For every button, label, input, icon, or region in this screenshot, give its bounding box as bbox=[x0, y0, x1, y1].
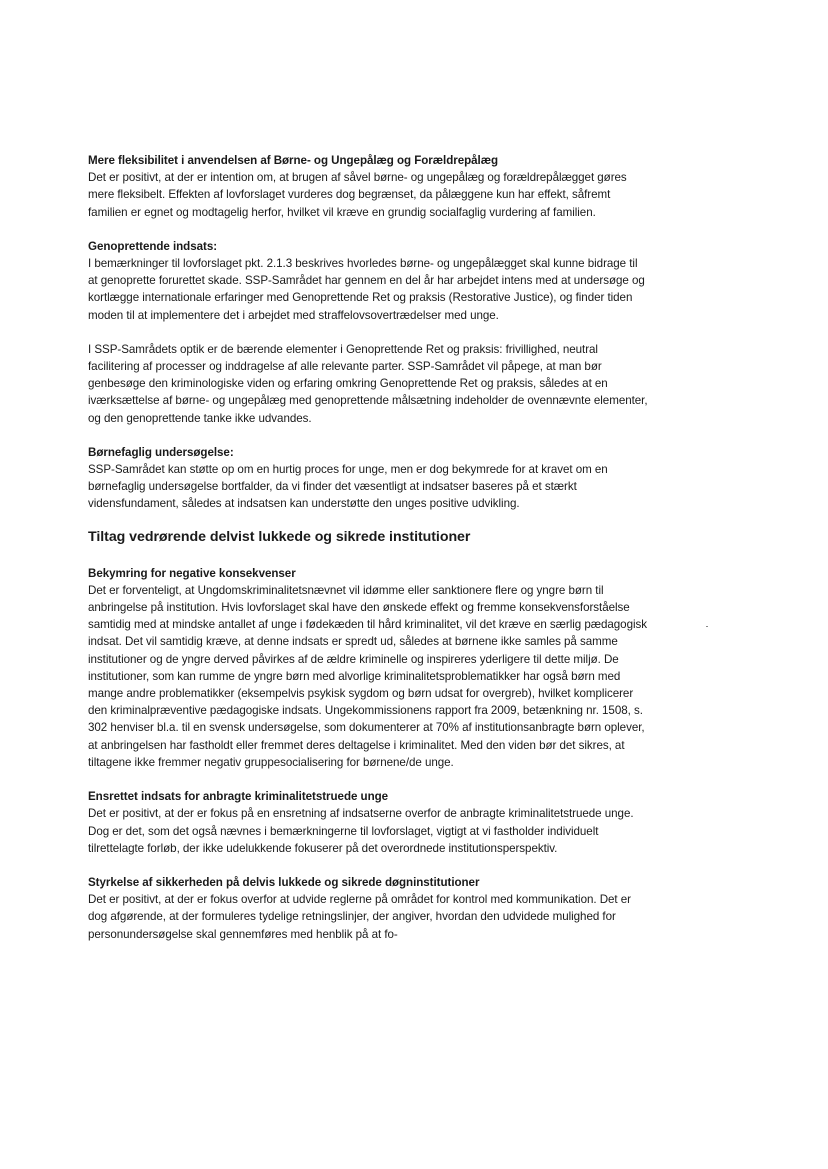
section-boernefaglig bbox=[88, 444, 648, 513]
section-styrkelse bbox=[88, 874, 648, 943]
section-heading: Styrkelse af sikkerheden på delvis lukkede og sikrede døgninstitutioner bbox=[88, 875, 480, 889]
section-bekymring bbox=[88, 565, 648, 771]
section-heading: Ensrettet indsats for anbragte kriminalitetstruede unge bbox=[88, 790, 389, 804]
section-heading: Bekymring for negative konsekvenser bbox=[88, 566, 296, 580]
section-genoprettende bbox=[88, 238, 648, 427]
paragraph: I SSP-Samrådets optik er de bærende elementer i Genoprettende Ret og praksis: frivillighed, neutral facilitering af processer og inddragelse af alle relevante parter. SSP-Samrådet vil påpege, at man bør genbesøge den kriminologiske viden og erfaring omkring Genoprettende Ret og praksis, således at en iværksættelse af børne- og ungepålæg med genoprettende målsætning indeholder de ovennævnte elementer, og den genoprettende tanke ikke udvandes. bbox=[88, 342, 648, 425]
section-fleksibilitet bbox=[88, 152, 648, 221]
section-heading: Mere fleksibilitet i anvendelsen af Børne- og Ungepålæg og Forældrepålæg bbox=[88, 154, 498, 167]
paragraph: SSP-Samrådet kan støtte op om en hurtig proces for unge, men er dog bekymrede for at kravet om en børnefaglig undersøgelse bortfalder, da vi finder det væsentligt at indsatser baseres på et stærkt vidensfundament, således at indsatsen kan understøtte den unges positive udvikling. bbox=[88, 463, 608, 511]
scan-artifact bbox=[706, 626, 708, 627]
paragraph: Det er positivt, at der er intention om, at brugen af såvel børne- og ungepålæg og forældrepålægget gøres mere fleksibelt. Effekten af lovforslaget vurderes dog begrænset, da pålæggene kun har effekt, såfremt familien er egnet og modtagelig herfor, hvilket vil kræve en grundig socialfaglig vurdering af familien. bbox=[88, 171, 627, 219]
section-ensrettet bbox=[88, 788, 648, 857]
major-heading: Tiltag vedrørende delvist lukkede og sikrede institutioner bbox=[88, 528, 471, 545]
paragraph: Det er forventeligt, at Ungdomskriminalitetsnævnet vil idømme eller sanktionere flere og yngre børn til anbringelse på institution. Hvis lovforslaget skal have den ønskede effekt og fremme konsekvensforståelse samtidig med at mindske antallet af unge i fødekæden til hård kriminalitet, vil det kræve en særlig pædagogisk indsat. Det vil samtidig kræve, at denne indsats er spredt ud, således at børnene ikke samles på samme institutioner og de yngre derved påvirkes af de ældre kriminelle og inspireres yderligere til dette miljø. De institutioner, som kan rumme de yngre børn med alvorlige kriminalitetsproblematikker har også børn med mange andre problematikker (eksempelvis psykisk sygdom og børn udsat for overgreb), hvilket komplicerer den kriminalpræventive pædagogiske indsats. Ungekommissionens rapport fra 2009, betænkning nr. 1508, s. 302 henviser bl.a. til en svensk undersøgelse, som dokumenterer at 70% af institutionsanbragte børn oplever, at anbringelsen har fastholdt eller fremmet deres deltagelse i kriminalitet. Med den viden bør det sikres, at tiltagene ikke fremmer negativ gruppesocialisering for børnene/de unge. bbox=[88, 583, 648, 769]
paragraph: Det er positivt, at der er fokus på en ensretning af indsatserne overfor de anbragte kriminalitetstruede unge. Dog er det, som det også nævnes i bemærkningerne til lovforslaget, vigtigt at vi fastholder individuelt tilrettelagte forløb, der ikke udelukkende fokuserer på det overordnede institutionsperspektiv. bbox=[88, 807, 634, 855]
document-body bbox=[88, 152, 648, 943]
paragraph: Det er positivt, at der er fokus overfor at udvide reglerne på området for kontrol med kommunikation. Det er dog afgørende, at der formuleres tydelige retningslinjer, der angiver, hvordan den udvidede mulighed for personundersøgelse skal gennemføres med henblik på at fo- bbox=[88, 893, 631, 941]
section-heading: Genoprettende indsats: bbox=[88, 239, 218, 253]
paragraph: I bemærkninger til lovforslaget pkt. 2.1.3 beskrives hvorledes børne- og ungepålægget skal kunne bidrage til at genoprette forurettet skade. SSP-Samrådet har gennem en del år har arbejdet intens med at undersøge og kortlægge internationale erfaringer med Genoprettende Ret og praksis (Restorative Justice), og finder tiden moden til at implementere det i arbejdet med straffelovsovertrædelser med unge. bbox=[88, 257, 645, 322]
section-heading: Børnefaglig undersøgelse: bbox=[88, 445, 234, 459]
